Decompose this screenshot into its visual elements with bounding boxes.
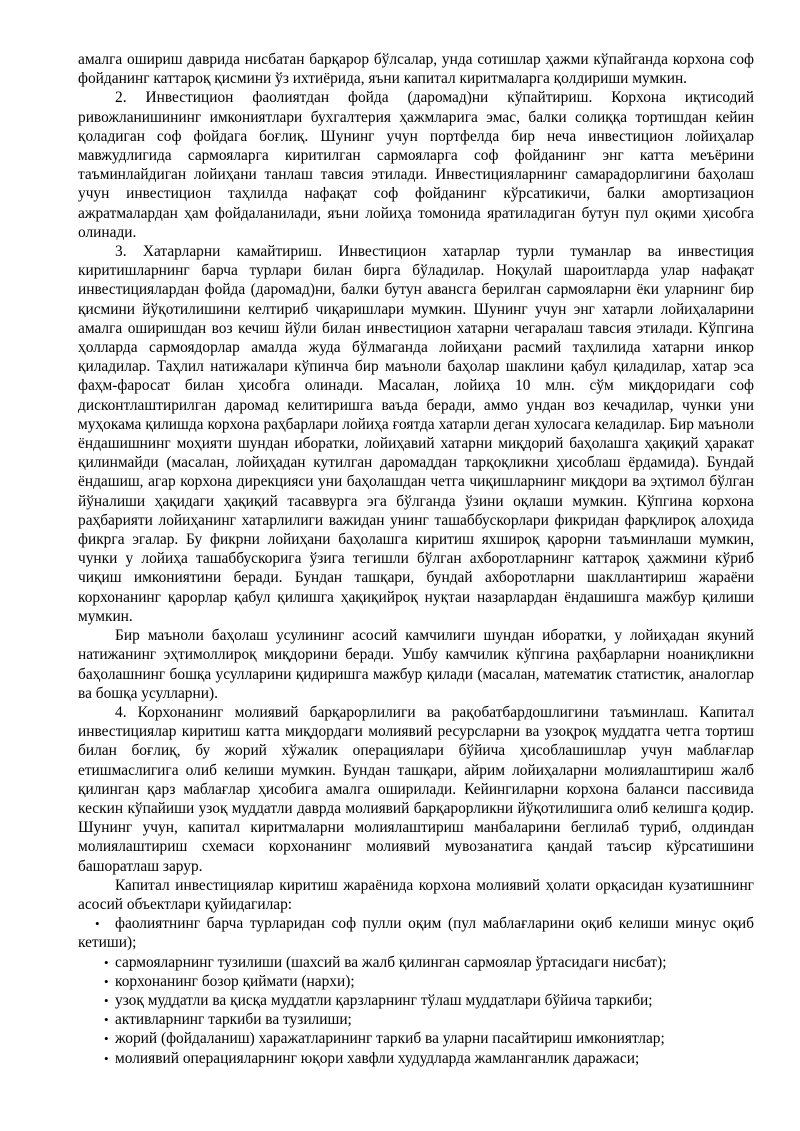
list-item-text: сармояларнинг тузилиши (шахсий ва жалб қилинган сармоялар ўртасидаги нисбат); xyxy=(115,953,667,971)
list-item xyxy=(78,991,754,1010)
bullet-icon: • xyxy=(104,954,109,970)
bullet-icon: • xyxy=(104,1050,109,1066)
list-item-text: корхонанинг бозор қиймати (нархи); xyxy=(115,972,355,990)
bullet-icon: • xyxy=(104,973,109,989)
bullet-icon: • xyxy=(104,1012,109,1028)
paragraph-monitoring-objects: Капитал инвестициялар киритиш жараёнида корхона молиявий ҳолати орқасидан кузатишнинг асосий объектлари қуйидагилар: xyxy=(78,876,754,913)
list-item-text: фаолиятнинг барча турларидан соф пулли оқим (пул маблағларини оқиб келиши минус оқиб кетиши); xyxy=(78,915,754,952)
paragraph-continuation: амалга ошириш даврида нисбатан барқарор бўлсалар, унда сотишлар ҳажми кўпайганда корхона соф фойданинг каттароқ қисмини ўз ихтиёрида, яъни капитал киритмаларга қолдириши мумкин. xyxy=(78,51,754,88)
list-item xyxy=(78,972,754,991)
document-page xyxy=(78,50,754,1068)
list-item-text: жорий (фойдаланиш) харажатларининг таркиб ва уларни пасайтириш имкониятлар; xyxy=(115,1030,665,1048)
paragraph-financial-stability: 4. Корхонанинг молиявий барқарорлилиги ва рақобатбардошлигини таъминлаш. Капитал инвестициялар киритиш катта миқдордаги молиявий ресурсларни ва узоқроқ муддатга четга тортиш билан боғлиқ, бу жорий хўжалик операциялари бўйича ҳисоблашишлар учун маблағлар етишмаслигига олиб келиши мумкин. Бундан ташқари, айрим лойиҳаларни молиялаштириш жалб қилинган қарз маблағлар ҳисобига амалга оширилади. Кейингиларни корхона баланси пассивида кескин кўпайиши узоқ муддатли даврда молиявий барқарорликни йўқотилишига олиб келишга қодир. Шунинг учун, капитал киритмаларни молиялаштириш манбаларини беглилаб туриб, олдиндан молиялаштириш схемаси корхонанинг молиявий мувозанатига қандай таъсир кўрсатишини башоратлаш зарур. xyxy=(78,703,754,875)
list-item xyxy=(78,1010,754,1029)
bullet-icon: • xyxy=(95,916,100,932)
list-item-text: молиявий операцияларнинг юқори хавфли худудларда жамланганлик даражаси; xyxy=(115,1049,640,1067)
bullet-icon: • xyxy=(104,1031,109,1047)
paragraph-investment-profit: 2. Инвестицион фаолиятдан фойда (даромад)ни кўпайтириш. Корхона иқтисодий ривожланишининг имкониятлари бухгалтерия ҳажмларига эмас, балки солиққа тортишдан кейин қоладиган соф фойдага боғлиқ. Шунинг учун портфелда бир неча инвестицион лойиҳалар мавжудлигида сармояларга киритилган сармояларга соф фойданинг энг катта меъёрини таъминлайдиган лойиҳани танлаш тавсия этилади. Инвестицияларнинг самарадорлигини баҳолаш учун инвестицион таҳлилда нафақат соф фойданинг кўрсатикичи, балки амортизацион ажратмалардан ҳам фойдаланилади, яъни лойиҳа томонида яратиладиган бутун пул оқими ҳисобга олинади. xyxy=(78,89,754,241)
monitoring-objects-list xyxy=(78,914,754,1068)
list-item-text: узоқ муддатли ва қисқа муддатли қарзларнинг тўлаш муддатлари бўйича таркиби; xyxy=(115,991,653,1009)
paragraph-risk-reduction: 3. Хатарларни камайтириш. Инвестицион хатарлар турли туманлар ва инвестиция киритишларнинг барча турлари билан бирга бўладилар. Ноқулай шароитларда улар нафақат инвестициялардан фойда (даромад)ни, балки бутун авансга берилган сармояларни ёки уларнинг бир қисмини йўқотилишини келтириб чиқаришлари мумкин. Шунинг учун энг хатарли лойиҳаларини амалга оширишдан воз кечиш йўли билан инвестицион хатарни чегаралаш тавсия этилади. Кўпгина ҳолларда сармоядорлар амалда жуда бўлмаганда лойиҳани расмий таҳлилида хатарни инкор қиладилар. Таҳлил натижалари кўпинча бир маъноли баҳолар шаклини қабул қиладилар, хатар эса фаҳм-фаросат билан ҳисобга олинади. Масалан, лойиҳа 10 млн. сўм миқдоридаги соф дисконтлаштирилган даромад келитиришга ваъда беради, аммо ундан воз кечадилар, чунки уни муҳокама қилишда корхона раҳбарлари лойиҳа ғоятда хатарли деган хулосага келадилар. Бир маъноли ёндашишнинг моҳияти шундан иборатки, лойиҳавий хатарни миқдорий баҳолашга ҳақиқий ҳаракат қилинмайди (масалан, лойиҳадан кутилган даромаддан тарқоқликни ҳисоблаш ёрдамида). Бундай ёндашиш, агар корхона дирекцияси уни баҳолашдан четга чиқишларнинг миқдори ва эҳтимол бўлган йўналиши ҳақидаги ҳақиқий тасаввурга эга бўлганда ўзини оқлаши мумкин. Кўпгина корхона раҳбарияти лойиҳанинг хатарлилиги важидан унинг ташаббускорлари фикридан фарқлироқ алоҳида фикрга эгалар. Бу фикрни лойиҳани баҳолашга киритиш яхшироқ қарорни таъминлаши мумкин, чунки у лойиҳа ташаббускорига ўзига тегишли бўлган ахборотларнинг каттароқ ҳажмини кўриб чиқиш имкониятини беради. Бундан ташқари, бундай ахборотларни шакллантириш жараёни корхонанинг қарорлар қабул қилишга ҳақиқийроқ нуқтаи назарлардан ёндашишга мажбур қилиши мумкин. xyxy=(78,243,754,625)
list-item xyxy=(78,914,754,952)
bullet-icon: • xyxy=(104,992,109,1008)
paragraph-single-valued-assessment: Бир маъноли баҳолаш усулининг асосий камчилиги шундан иборатки, у лойиҳадан якуний натижанинг эҳтимоллироқ миқдорини беради. Ушбу камчилик кўпгина раҳбарларни ноаниқликни баҳолашнинг бошқа усулларини қидиришга мажбур қилади (масалан, математик статистик, аналоглар ва бошқа усулларни). xyxy=(78,627,754,702)
list-item xyxy=(78,1029,754,1048)
list-item xyxy=(78,1049,754,1068)
list-item xyxy=(78,953,754,972)
list-item-text: активларнинг таркиби ва тузилиши; xyxy=(115,1011,352,1029)
